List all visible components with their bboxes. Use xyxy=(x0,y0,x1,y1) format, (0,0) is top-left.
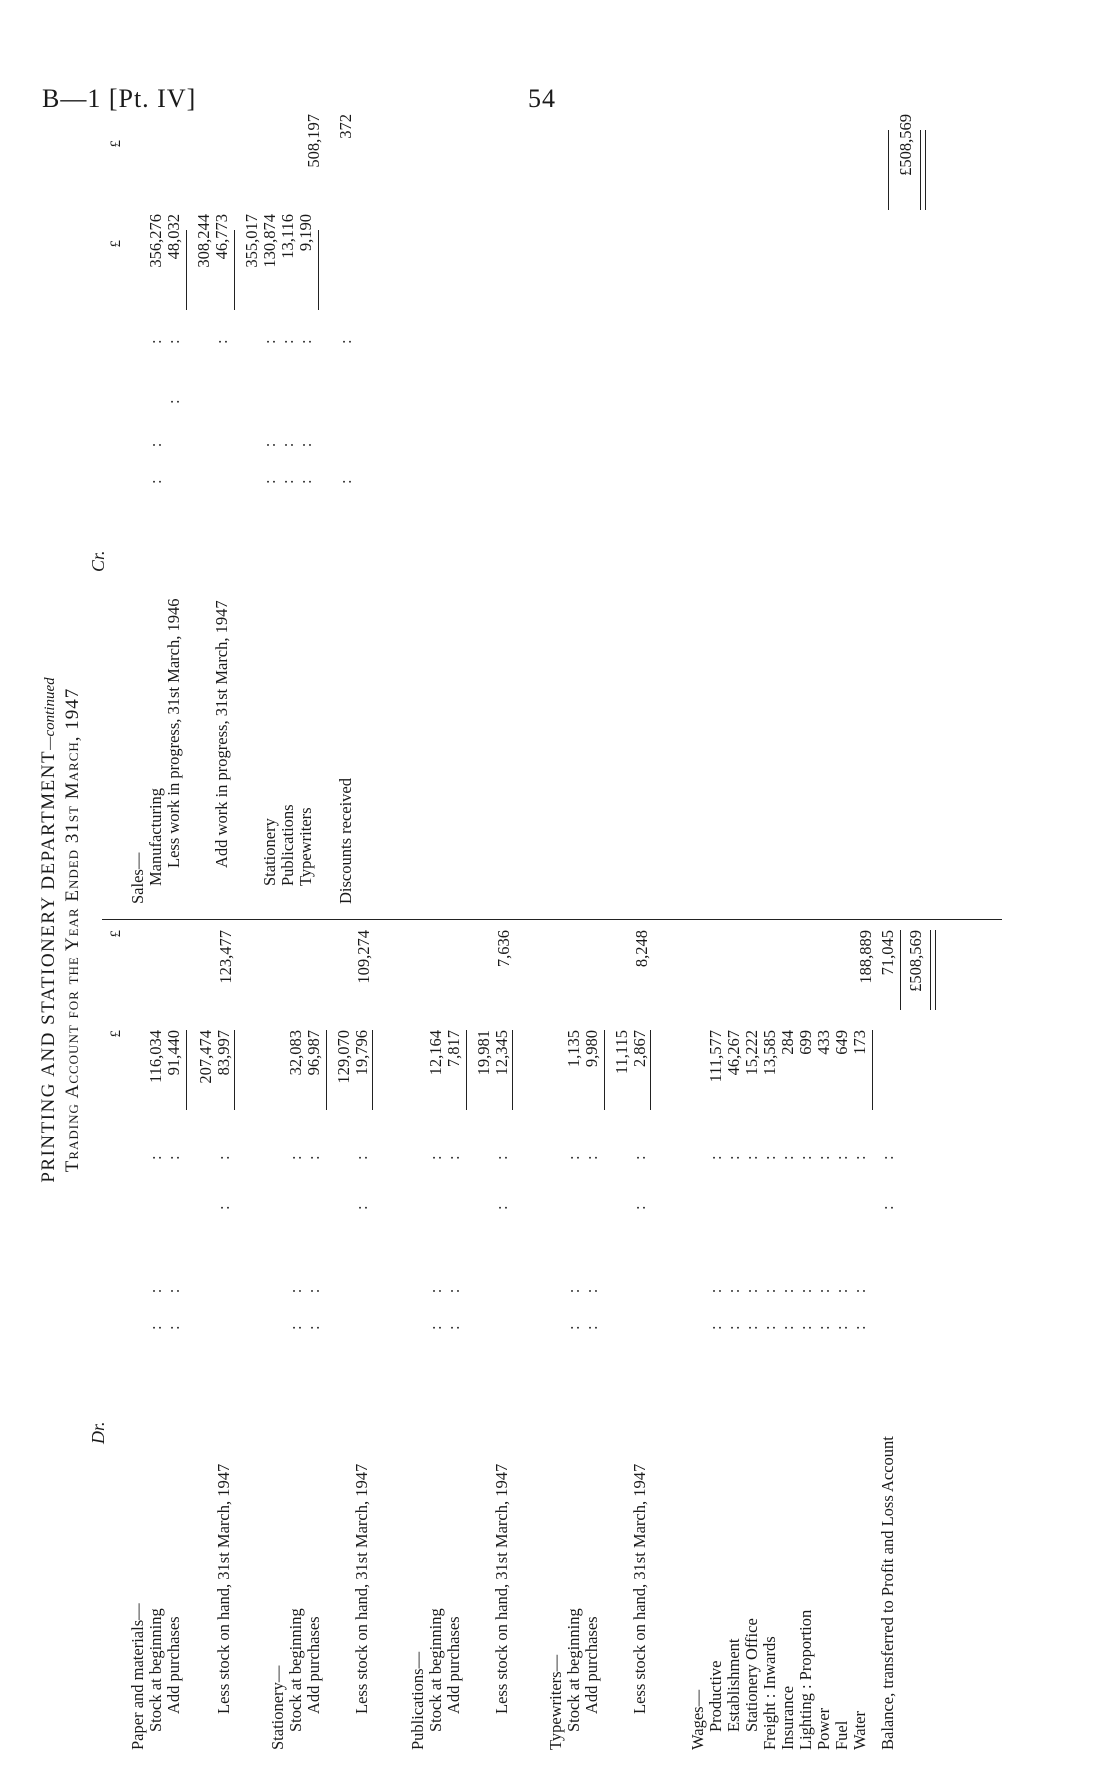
credit-currency-col2: £ xyxy=(108,140,124,148)
rule xyxy=(186,1030,187,1110)
rule xyxy=(234,1030,235,1110)
rule xyxy=(318,230,319,310)
account-title: Trading Account for the Year Ended 31st March, 1947 xyxy=(62,687,83,1173)
rule xyxy=(872,1030,873,1110)
rule xyxy=(466,1030,467,1110)
department-title: PRINTING AND STATIONERY DEPARTMENT—continued xyxy=(38,677,59,1183)
trading-account-sheet: PRINTING AND STATIONERY DEPARTMENT—continued Trading Account for the Year Ended 31st March, 1947 Dr. Cr. £ £ Paper and materials— Stock at beginning : : : 116,034 Add purchases : : : 91,440 207,474 Less stock on hand, 31st March, 1947 : : 83,997 123,477 Stationery— Stock at beginning : : : 32,083 Add purchases : : : 96,987 129,070 Less stock on hand, 31st March, 1947 : : 19,796 109,274 Publications— Stock at beginning : : : 12,164 Add purchases : : : 7,817 19,981 Less stock on hand, 31st March, 1947 : : 12,345 7,636 Typewriters— Stock at beginning : : : 1,135 Add purchases : : : 9,980 11,115 Less stock on hand, 31st March, 1947 : : 2,867 8,248 Wages— Productive : : : 111,577 Establishment : : : 46,267 Stationery Office : : : 15,222 Freight : Inwards : : : 13,585 Insurance : : : 284 Lighting : Proportion : : : 699 Power : : : 433 Fuel : : : 649 Water : : : 173 188,889 Balance, transferred to Profit and Loss Account : : 71,045 £508,569 £ £ Sales— Manufacturing : : : 356,276 Less work in progress, 31st March, 1946 : : 48,032 308,244 Add work in progress, 31st March, 1947 : 46,773 355,017 Stationery : : : 130,874 Publications : : : 13,116 Typewriters : : : 9,190 508,197 Discounts received : : 372 £508,569 xyxy=(38,110,998,1750)
rule xyxy=(234,230,235,310)
double-rule xyxy=(920,130,926,210)
rule xyxy=(900,930,901,1010)
debit-side-label: Dr. xyxy=(88,1421,108,1444)
double-rule xyxy=(930,930,936,1010)
rule xyxy=(372,1030,373,1110)
rule xyxy=(512,1030,513,1110)
page-number: 54 xyxy=(528,84,556,113)
rule xyxy=(604,1030,605,1110)
rule xyxy=(186,230,187,310)
credit-currency-col1: £ xyxy=(108,240,124,248)
column-divider xyxy=(102,919,1002,920)
page-header-section: B—1 [Pt. IV] xyxy=(42,84,197,113)
debit-currency-col2: £ xyxy=(108,930,124,938)
credit-side-label: Cr. xyxy=(88,550,108,572)
rule xyxy=(888,130,889,210)
rule xyxy=(650,1030,651,1110)
debit-currency-col1: £ xyxy=(108,1030,124,1038)
rule xyxy=(326,1030,327,1110)
